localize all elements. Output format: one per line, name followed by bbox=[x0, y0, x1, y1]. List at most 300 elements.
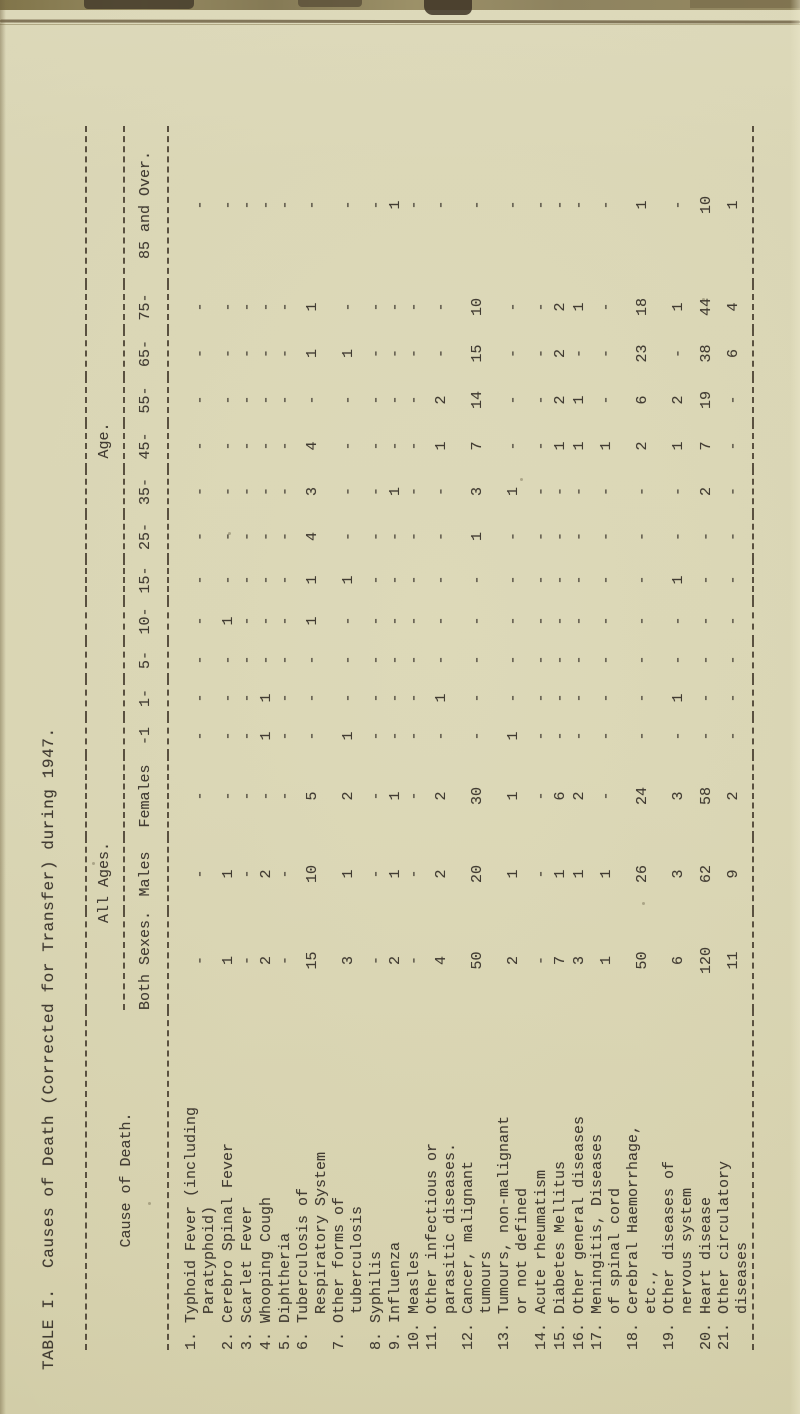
value-cell: - bbox=[634, 655, 651, 665]
value-cell: - bbox=[219, 655, 237, 665]
value-cell: 1 bbox=[469, 531, 486, 541]
value-cell: - bbox=[433, 531, 450, 541]
value-cell: 1 bbox=[386, 200, 404, 210]
value-cell: - bbox=[367, 616, 385, 626]
row-label: 16. Other general diseases bbox=[570, 1115, 588, 1350]
value-cell: - bbox=[367, 869, 385, 879]
value-cell: 1 bbox=[551, 441, 569, 451]
value-cell: 1 bbox=[219, 616, 237, 626]
value-cell: 5 bbox=[304, 791, 321, 801]
value-cell: 1 bbox=[340, 348, 357, 358]
value-cell: 3 bbox=[340, 955, 357, 965]
row-label: 2. Cerebro Spinal Fever bbox=[219, 1142, 237, 1350]
value-cell: - bbox=[570, 731, 588, 741]
value-cell: 6 bbox=[634, 395, 651, 405]
value-cell: - bbox=[367, 655, 385, 665]
value-cell: 15 bbox=[304, 951, 321, 970]
row-label: 11. Other infectious or parasitic diseases. bbox=[424, 1142, 459, 1350]
table-row bbox=[589, 126, 625, 1350]
value-cell: - bbox=[386, 693, 404, 703]
value-cell: - bbox=[238, 486, 256, 496]
value-cell: - bbox=[570, 616, 588, 626]
table-row bbox=[697, 126, 716, 1350]
value-cell: - bbox=[192, 200, 209, 210]
value-cell: 1 bbox=[670, 441, 687, 451]
value-cell: - bbox=[367, 395, 385, 405]
value-cell: 2 bbox=[725, 791, 742, 801]
value-cell: - bbox=[340, 200, 357, 210]
value-cell: - bbox=[276, 348, 294, 358]
table-row bbox=[405, 126, 424, 1350]
value-cell: - bbox=[532, 791, 550, 801]
value-cell: - bbox=[532, 731, 550, 741]
value-cell: 2 bbox=[257, 869, 275, 879]
value-cell: 1 bbox=[433, 693, 450, 703]
value-cell: - bbox=[634, 616, 651, 626]
row-label: 5. Diphtheria bbox=[276, 1232, 294, 1350]
value-cell: - bbox=[725, 616, 742, 626]
value-cell: 1 bbox=[670, 575, 687, 585]
value-cell: 2 bbox=[551, 302, 569, 312]
value-cell: - bbox=[532, 348, 550, 358]
value-cell: - bbox=[219, 531, 237, 541]
value-cell: - bbox=[276, 791, 294, 801]
value-cell: 50 bbox=[469, 951, 486, 970]
table-row bbox=[625, 126, 661, 1350]
value-cell: 1 bbox=[304, 575, 321, 585]
value-cell: - bbox=[697, 616, 715, 626]
value-cell: - bbox=[505, 200, 522, 210]
value-cell: - bbox=[386, 731, 404, 741]
value-cell: - bbox=[670, 731, 687, 741]
table-row bbox=[661, 126, 697, 1350]
value-cell: 2 bbox=[340, 791, 357, 801]
value-cell: - bbox=[192, 575, 209, 585]
value-cell: 7 bbox=[469, 441, 486, 451]
value-cell: - bbox=[257, 616, 275, 626]
value-cell: - bbox=[532, 395, 550, 405]
value-cell: - bbox=[697, 531, 715, 541]
row-label: 19. Other diseases of nervous system bbox=[661, 1160, 696, 1350]
value-cell: - bbox=[257, 200, 275, 210]
value-cell: - bbox=[405, 955, 423, 965]
value-cell: - bbox=[276, 395, 294, 405]
value-cell: 1 bbox=[433, 441, 450, 451]
value-cell: - bbox=[532, 200, 550, 210]
value-cell: - bbox=[670, 348, 687, 358]
value-cell: 24 bbox=[634, 786, 651, 805]
value-cell: - bbox=[469, 693, 486, 703]
value-cell: - bbox=[386, 655, 404, 665]
value-cell: 1 bbox=[598, 955, 615, 965]
value-cell: 1 bbox=[304, 616, 321, 626]
value-cell: - bbox=[276, 955, 294, 965]
value-cell: - bbox=[386, 348, 404, 358]
value-cell: 1 bbox=[505, 869, 522, 879]
value-cell: - bbox=[725, 693, 742, 703]
value-cell: - bbox=[570, 575, 588, 585]
table-row bbox=[257, 126, 276, 1350]
value-cell: - bbox=[192, 531, 209, 541]
value-cell: - bbox=[505, 441, 522, 451]
value-cell: - bbox=[634, 531, 651, 541]
value-cell: - bbox=[505, 531, 522, 541]
value-cell: - bbox=[192, 655, 209, 665]
value-cell: - bbox=[257, 791, 275, 801]
value-cell: - bbox=[192, 348, 209, 358]
value-cell: - bbox=[219, 693, 237, 703]
value-cell: - bbox=[697, 731, 715, 741]
value-cell: - bbox=[725, 655, 742, 665]
value-cell: - bbox=[257, 486, 275, 496]
all-ages-group-header: All Ages. bbox=[86, 755, 124, 1010]
value-cell: - bbox=[219, 348, 237, 358]
males-column-header: Males bbox=[124, 837, 168, 911]
value-cell: 7 bbox=[697, 441, 715, 451]
value-cell: 4 bbox=[725, 302, 742, 312]
value-cell: - bbox=[670, 616, 687, 626]
value-cell: - bbox=[304, 395, 321, 405]
value-cell: 58 bbox=[697, 786, 715, 805]
document-title: TABLE I. Causes of Death (Corrected for Transfer) during 1947. bbox=[40, 727, 58, 1370]
value-cell: 9 bbox=[725, 869, 742, 879]
value-cell: 10 bbox=[697, 195, 715, 214]
value-cell: - bbox=[257, 348, 275, 358]
value-cell: - bbox=[276, 531, 294, 541]
row-label: 13. Tumours, non-malignant or not defined bbox=[496, 1115, 531, 1350]
value-cell: - bbox=[405, 575, 423, 585]
value-cell: - bbox=[505, 575, 522, 585]
value-cell: 2 bbox=[634, 441, 651, 451]
value-cell: 1 bbox=[505, 486, 522, 496]
value-cell: 11 bbox=[725, 951, 742, 970]
row-label: 17. Meningitis, Diseases of spinal cord bbox=[589, 1133, 624, 1350]
value-cell: - bbox=[238, 955, 256, 965]
value-cell: 19 bbox=[697, 390, 715, 409]
value-cell: - bbox=[340, 616, 357, 626]
age-column-header: -1 bbox=[124, 717, 168, 755]
value-cell: - bbox=[340, 486, 357, 496]
value-cell: - bbox=[532, 486, 550, 496]
value-cell: - bbox=[257, 395, 275, 405]
row-label: 7. Other forms of tuberculosis bbox=[331, 1196, 366, 1350]
value-cell: - bbox=[634, 486, 651, 496]
value-cell: - bbox=[405, 486, 423, 496]
value-cell: - bbox=[192, 693, 209, 703]
value-cell: - bbox=[598, 731, 615, 741]
value-cell: - bbox=[598, 531, 615, 541]
value-cell: - bbox=[505, 616, 522, 626]
value-cell: 15 bbox=[469, 344, 486, 363]
value-cell: - bbox=[469, 200, 486, 210]
value-cell: - bbox=[219, 200, 237, 210]
row-label: 6. Tuberculosis of Respiratory System bbox=[295, 1151, 330, 1350]
value-cell: 30 bbox=[469, 786, 486, 805]
value-cell: - bbox=[505, 693, 522, 703]
value-cell: 14 bbox=[469, 390, 486, 409]
value-cell: 6 bbox=[725, 348, 742, 358]
value-cell: - bbox=[405, 791, 423, 801]
value-cell: 62 bbox=[697, 864, 715, 883]
value-cell: - bbox=[276, 486, 294, 496]
value-cell: - bbox=[238, 791, 256, 801]
value-cell: - bbox=[219, 791, 237, 801]
value-cell: 50 bbox=[634, 951, 651, 970]
row-label: 1. Typhoid Fever (including Paratyphoid) bbox=[183, 1106, 218, 1350]
value-cell: - bbox=[551, 486, 569, 496]
value-cell: - bbox=[469, 731, 486, 741]
value-cell: - bbox=[192, 395, 209, 405]
table-row bbox=[570, 126, 589, 1350]
value-cell: - bbox=[257, 655, 275, 665]
value-cell: - bbox=[551, 655, 569, 665]
value-cell: 3 bbox=[469, 486, 486, 496]
value-cell: 1 bbox=[598, 441, 615, 451]
value-cell: - bbox=[598, 200, 615, 210]
age-column-header: 5- bbox=[124, 641, 168, 679]
value-cell: - bbox=[551, 575, 569, 585]
value-cell: - bbox=[532, 302, 550, 312]
value-cell: 3 bbox=[670, 791, 687, 801]
value-cell: 2 bbox=[551, 348, 569, 358]
row-label: 3. Scarlet Fever bbox=[238, 1205, 256, 1350]
table-row bbox=[219, 126, 238, 1350]
row-label: 4. Whooping Cough bbox=[257, 1196, 275, 1350]
row-label: 10. Measles bbox=[405, 1250, 423, 1350]
value-cell: - bbox=[551, 531, 569, 541]
value-cell: - bbox=[505, 302, 522, 312]
age-column-header: 85 and Over. bbox=[124, 126, 168, 284]
value-cell: - bbox=[670, 531, 687, 541]
table-row bbox=[331, 126, 367, 1350]
table-row bbox=[276, 126, 295, 1350]
value-cell: - bbox=[697, 655, 715, 665]
age-column-header: 75- bbox=[124, 284, 168, 330]
value-cell: - bbox=[570, 693, 588, 703]
table-row bbox=[716, 126, 753, 1350]
row-label: 9. Influenza bbox=[386, 1241, 404, 1350]
value-cell: - bbox=[532, 693, 550, 703]
value-cell: - bbox=[238, 348, 256, 358]
value-cell: - bbox=[386, 575, 404, 585]
value-cell: - bbox=[405, 441, 423, 451]
value-cell: - bbox=[532, 616, 550, 626]
table-row bbox=[460, 126, 496, 1350]
value-cell: 23 bbox=[634, 344, 651, 363]
value-cell: - bbox=[367, 441, 385, 451]
value-cell: - bbox=[367, 575, 385, 585]
value-cell: 1 bbox=[386, 791, 404, 801]
value-cell: - bbox=[405, 693, 423, 703]
value-cell: - bbox=[340, 441, 357, 451]
value-cell: - bbox=[238, 200, 256, 210]
value-cell: - bbox=[257, 441, 275, 451]
table-row bbox=[295, 126, 331, 1350]
value-cell: - bbox=[570, 531, 588, 541]
value-cell: 1 bbox=[386, 869, 404, 879]
value-cell: 3 bbox=[304, 486, 321, 496]
value-cell: 120 bbox=[697, 946, 715, 974]
value-cell: 1 bbox=[598, 869, 615, 879]
value-cell: 2 bbox=[257, 955, 275, 965]
females-column-header: Females bbox=[124, 755, 168, 837]
value-cell: 1 bbox=[340, 575, 357, 585]
value-cell: 44 bbox=[697, 297, 715, 316]
value-cell: - bbox=[386, 616, 404, 626]
value-cell: - bbox=[405, 655, 423, 665]
value-cell: - bbox=[276, 616, 294, 626]
value-cell: - bbox=[551, 731, 569, 741]
value-cell: - bbox=[725, 441, 742, 451]
value-cell: - bbox=[367, 791, 385, 801]
value-cell: - bbox=[405, 395, 423, 405]
value-cell: - bbox=[725, 575, 742, 585]
value-cell: - bbox=[276, 200, 294, 210]
value-cell: - bbox=[505, 655, 522, 665]
value-cell: - bbox=[340, 693, 357, 703]
value-cell: 1 bbox=[670, 693, 687, 703]
value-cell: - bbox=[598, 348, 615, 358]
value-cell: - bbox=[257, 302, 275, 312]
value-cell: - bbox=[469, 655, 486, 665]
row-label: 20. Heart disease bbox=[697, 1196, 715, 1350]
table-bottom-rule bbox=[753, 126, 754, 1350]
value-cell: - bbox=[469, 575, 486, 585]
value-cell: - bbox=[433, 575, 450, 585]
value-cell: 1 bbox=[725, 200, 742, 210]
both-sexes-column-header: Both Sexes. bbox=[124, 911, 168, 1010]
value-cell: 1 bbox=[505, 731, 522, 741]
value-cell: - bbox=[725, 395, 742, 405]
value-cell: - bbox=[192, 486, 209, 496]
value-cell: - bbox=[725, 731, 742, 741]
value-cell: 1 bbox=[505, 791, 522, 801]
value-cell: - bbox=[367, 348, 385, 358]
value-cell: 1 bbox=[304, 348, 321, 358]
value-cell: - bbox=[598, 486, 615, 496]
table-row bbox=[367, 126, 386, 1350]
value-cell: - bbox=[532, 441, 550, 451]
value-cell: - bbox=[405, 616, 423, 626]
value-cell: - bbox=[405, 302, 423, 312]
row-label: 15. Diabetes Mellitus bbox=[551, 1160, 569, 1350]
value-cell: - bbox=[598, 791, 615, 801]
value-cell: - bbox=[340, 395, 357, 405]
value-cell: - bbox=[532, 531, 550, 541]
value-cell: - bbox=[238, 616, 256, 626]
value-cell: - bbox=[219, 731, 237, 741]
row-label: 12. Cancer, malignant tumours bbox=[460, 1160, 495, 1350]
value-cell: - bbox=[219, 441, 237, 451]
value-cell: - bbox=[219, 302, 237, 312]
value-cell: - bbox=[551, 693, 569, 703]
value-cell: - bbox=[532, 869, 550, 879]
value-cell: - bbox=[405, 731, 423, 741]
value-cell: - bbox=[276, 731, 294, 741]
value-cell: - bbox=[238, 693, 256, 703]
value-cell: - bbox=[725, 486, 742, 496]
value-cell: - bbox=[386, 395, 404, 405]
value-cell: - bbox=[386, 441, 404, 451]
value-cell: - bbox=[570, 348, 588, 358]
value-cell: - bbox=[367, 731, 385, 741]
value-cell: - bbox=[505, 348, 522, 358]
value-cell: 2 bbox=[670, 395, 687, 405]
value-cell: - bbox=[304, 200, 321, 210]
value-cell: 1 bbox=[570, 395, 588, 405]
value-cell: - bbox=[433, 348, 450, 358]
value-cell: - bbox=[367, 531, 385, 541]
value-cell: - bbox=[634, 731, 651, 741]
value-cell: - bbox=[505, 395, 522, 405]
value-cell: - bbox=[670, 200, 687, 210]
value-cell: 1 bbox=[670, 302, 687, 312]
value-cell: - bbox=[367, 302, 385, 312]
table-row bbox=[424, 126, 460, 1350]
value-cell: 6 bbox=[670, 955, 687, 965]
value-cell: - bbox=[276, 441, 294, 451]
value-cell: 20 bbox=[469, 864, 486, 883]
value-cell: - bbox=[192, 616, 209, 626]
value-cell: - bbox=[238, 655, 256, 665]
value-cell: - bbox=[192, 955, 209, 965]
row-label: 21. Other circulatory diseases bbox=[716, 1160, 751, 1350]
value-cell: 6 bbox=[551, 791, 569, 801]
value-cell: 1 bbox=[219, 869, 237, 879]
table-row bbox=[532, 126, 551, 1350]
value-cell: 2 bbox=[433, 395, 450, 405]
value-cell: - bbox=[697, 693, 715, 703]
value-cell: - bbox=[670, 486, 687, 496]
age-column-header: 1- bbox=[124, 679, 168, 717]
value-cell: 1 bbox=[257, 693, 275, 703]
age-group-header: Age. bbox=[86, 126, 124, 755]
value-cell: - bbox=[257, 531, 275, 541]
value-cell: - bbox=[725, 531, 742, 541]
value-cell: - bbox=[219, 395, 237, 405]
value-cell: - bbox=[304, 655, 321, 665]
value-cell: 26 bbox=[634, 864, 651, 883]
age-column-header: 45- bbox=[124, 423, 168, 469]
value-cell: - bbox=[634, 693, 651, 703]
value-cell: - bbox=[276, 655, 294, 665]
value-cell: 1 bbox=[219, 955, 237, 965]
cause-of-death-header: Cause of Death. bbox=[86, 1010, 168, 1350]
value-cell: 38 bbox=[697, 344, 715, 363]
value-cell: - bbox=[433, 655, 450, 665]
value-cell: 1 bbox=[551, 869, 569, 879]
value-cell: - bbox=[238, 531, 256, 541]
value-cell: - bbox=[340, 531, 357, 541]
value-cell: 7 bbox=[551, 955, 569, 965]
value-cell: - bbox=[386, 531, 404, 541]
value-cell: 2 bbox=[386, 955, 404, 965]
table-row bbox=[551, 126, 570, 1350]
value-cell: - bbox=[598, 395, 615, 405]
value-cell: - bbox=[405, 531, 423, 541]
value-cell: - bbox=[433, 731, 450, 741]
value-cell: - bbox=[238, 575, 256, 585]
value-cell: - bbox=[598, 302, 615, 312]
value-cell: 2 bbox=[505, 955, 522, 965]
value-cell: - bbox=[367, 200, 385, 210]
value-cell: - bbox=[598, 616, 615, 626]
value-cell: - bbox=[532, 575, 550, 585]
value-cell: 2 bbox=[697, 486, 715, 496]
value-cell: 1 bbox=[634, 200, 651, 210]
value-cell: - bbox=[598, 575, 615, 585]
value-cell: - bbox=[257, 575, 275, 585]
